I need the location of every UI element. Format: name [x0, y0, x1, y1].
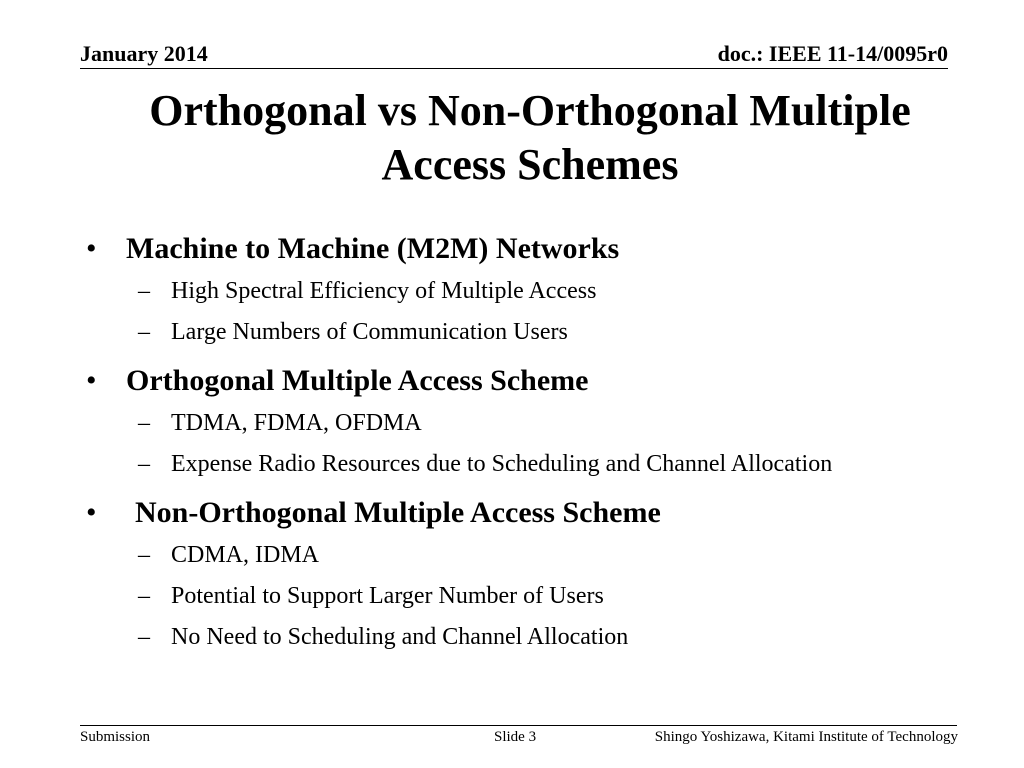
sub-bullet-item — [86, 272, 1006, 313]
footer-author: Shingo Yoshizawa, Kitami Institute of Technology — [654, 729, 958, 745]
bullet-label: Orthogonal Multiple Access Scheme — [126, 364, 589, 397]
slide-title — [80, 84, 980, 192]
footer-slide-number: Slide 3 — [494, 729, 537, 745]
header-date: January 2014 — [80, 41, 208, 66]
bullet-marker: • — [86, 232, 97, 265]
bullet-marker: • — [86, 496, 97, 529]
sub-bullet-dash: – — [138, 451, 150, 477]
sub-bullet-item — [86, 445, 1006, 486]
header-doc-id: doc.: IEEE 11-14/0095r0 — [717, 41, 948, 66]
sub-bullet-label: Expense Radio Resources due to Scheduling and Channel Allocation — [171, 451, 833, 477]
footer-submission: Submission — [80, 729, 151, 745]
sub-bullet-item — [86, 404, 1006, 445]
bullet-label: Machine to Machine (M2M) Networks — [126, 232, 620, 265]
bullet-label: Non-Orthogonal Multiple Access Scheme — [135, 496, 661, 529]
sub-bullet-dash: – — [138, 278, 150, 304]
sub-bullet-label: Potential to Support Larger Number of Users — [171, 583, 604, 609]
sub-bullet-dash: – — [138, 542, 150, 568]
sub-bullet-label: No Need to Scheduling and Channel Allocation — [171, 624, 629, 650]
bullet-marker: • — [86, 364, 97, 397]
sub-bullet-dash: – — [138, 583, 150, 609]
sub-bullet-label: High Spectral Efficiency of Multiple Access — [171, 278, 597, 304]
sub-bullet-label: TDMA, FDMA, OFDMA — [171, 410, 422, 436]
sub-bullet-label: Large Numbers of Communication Users — [171, 319, 568, 345]
sub-bullet-item — [86, 618, 1006, 659]
header-divider — [80, 68, 948, 69]
sub-bullet-dash: – — [138, 624, 150, 650]
slide-title-line-2: Access Schemes — [381, 140, 679, 189]
bullet-item — [86, 358, 1006, 404]
sub-bullet-item — [86, 577, 1006, 618]
bullet-item — [86, 490, 1006, 536]
sub-bullet-item — [86, 536, 1006, 577]
slide-content — [86, 226, 1006, 659]
slide-title-line-1: Orthogonal vs Non-Orthogonal Multiple — [149, 86, 911, 135]
footer-divider — [80, 725, 957, 726]
sub-bullet-dash: – — [138, 319, 150, 345]
sub-bullet-dash: – — [138, 410, 150, 436]
sub-bullet-item — [86, 313, 1006, 354]
bullet-item — [86, 226, 1006, 272]
sub-bullet-label: CDMA, IDMA — [171, 542, 320, 568]
